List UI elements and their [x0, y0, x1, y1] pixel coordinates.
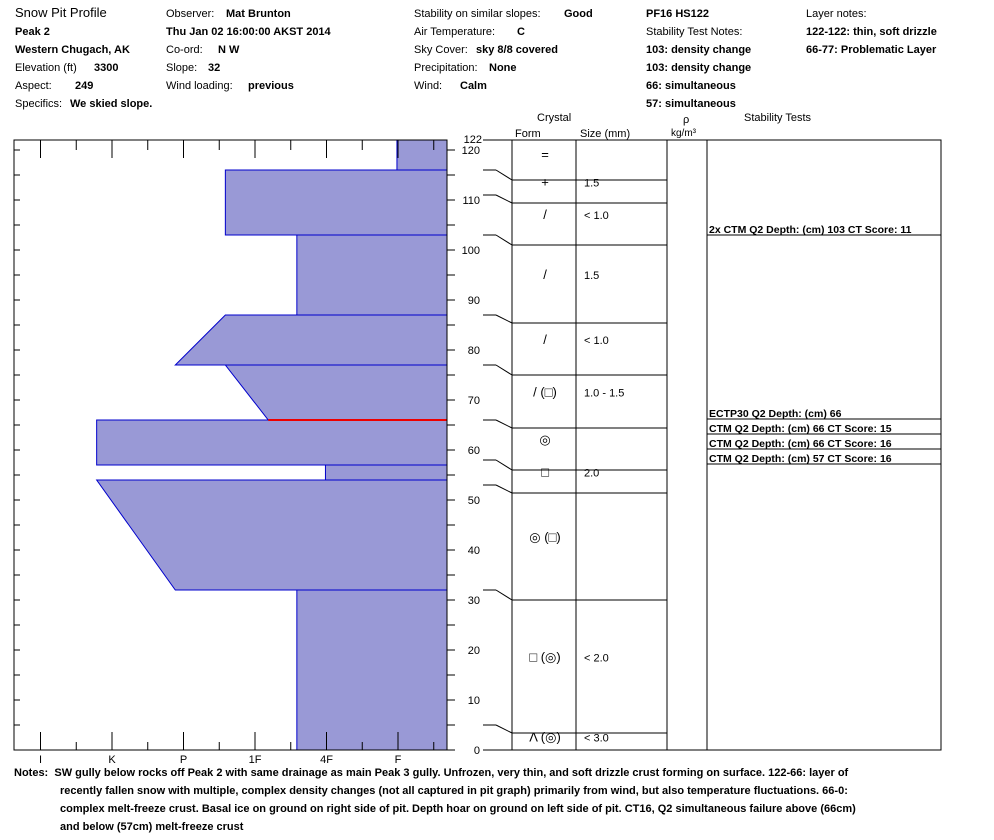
- aspect-label: Aspect:: [15, 80, 52, 92]
- layer-connector: [496, 590, 512, 600]
- depth-tick-label: 110: [462, 195, 480, 207]
- hardness-segment: [225, 365, 447, 420]
- depth-tick-label: 0: [473, 745, 480, 757]
- range-name: Western Chugach, AK: [15, 44, 130, 56]
- depth-tick-label: 20: [467, 645, 480, 657]
- page-title: Snow Pit Profile: [15, 5, 107, 20]
- crystal-size: 1.5: [584, 177, 600, 190]
- depth-tick-label: 90: [467, 295, 480, 307]
- crystal-size: 2.0: [584, 467, 600, 480]
- observer-label: Observer:: [166, 8, 215, 20]
- stability-test-label: CTM Q2 Depth: (cm) 66 CT Score: 15: [709, 423, 892, 435]
- crystal-form: /: [543, 332, 547, 347]
- notes-line: and below (57cm) melt-freeze crust: [60, 821, 244, 833]
- layer-connector: [496, 235, 512, 245]
- datetime: Thu Jan 02 16:00:00 AKST 2014: [166, 26, 331, 38]
- test-notes-label: Stability Test Notes:: [646, 26, 743, 38]
- layer-note: 66-77: Problematic Layer: [806, 44, 937, 56]
- crystal-form: □: [541, 464, 549, 480]
- hardness-tick-label: I: [38, 754, 43, 766]
- layer-connector: [496, 725, 512, 733]
- crystal-form: □ (◎): [529, 649, 561, 665]
- density-unit-header: kg/m³: [671, 128, 696, 139]
- hardness-segment: [225, 170, 447, 235]
- stability-label: Stability on similar slopes:: [414, 8, 541, 20]
- crystal-form: ◎: [539, 432, 551, 447]
- sky-cover-value: sky 8/8 covered: [476, 44, 558, 56]
- notes-block: [14, 764, 964, 836]
- wind-label: Wind:: [414, 80, 443, 92]
- slope-value: 32: [208, 62, 221, 74]
- depth-tick-label: 10: [467, 695, 480, 707]
- notes-label: Notes:: [14, 767, 49, 779]
- crystal-size: < 1.0: [584, 210, 609, 222]
- stability-test-label: CTM Q2 Depth: (cm) 57 CT Score: 16: [709, 453, 892, 465]
- notes-line: SW gully below rocks off Peak 2 with same drainage as main Peak 3 gully. Unfrozen, very thin, and soft drizzle crust forming on surface. 122-66: layer of: [54, 767, 849, 779]
- crystal-form: /: [543, 207, 547, 222]
- crystal-size: < 1.0: [584, 335, 609, 347]
- wind-value: Calm: [460, 80, 487, 92]
- depth-tick-label: 120: [461, 145, 480, 157]
- crystal-header: Crystal: [537, 112, 572, 124]
- crystal-form: / (□): [533, 384, 557, 400]
- test-note: 66: simultaneous: [646, 80, 736, 92]
- depth-tick-label: 60: [467, 445, 480, 457]
- depth-tick-label: 50: [467, 495, 480, 507]
- aspect-value: 249: [75, 80, 94, 92]
- test-note: 103: density change: [646, 44, 752, 56]
- test-note: 57: simultaneous: [646, 98, 736, 110]
- test-note: 103: density change: [646, 62, 752, 74]
- depth-tick-label: 30: [467, 595, 480, 607]
- layer-connector: [496, 195, 512, 203]
- stability-tests-header: Stability Tests: [744, 112, 812, 124]
- air-temp-value: C: [517, 26, 525, 38]
- crystal-size: < 2.0: [584, 652, 609, 665]
- size-header: Size (mm): [580, 128, 631, 140]
- crystal-size: 1.0 - 1.5: [584, 387, 625, 400]
- hardness-segment: [97, 480, 447, 590]
- layer-notes-label: Layer notes:: [806, 8, 867, 20]
- hardness-segment: [325, 465, 447, 480]
- depth-tick-label: 40: [467, 545, 480, 557]
- hardness-tick-label: 4F: [320, 754, 333, 766]
- notes-line: recently fallen snow with multiple, complex density changes (not all captured in pit graph) primarily from wind, but also temperature fluctuations. 66-0:: [60, 785, 848, 797]
- crystal-form: /: [543, 267, 547, 282]
- layer-connector: [496, 365, 512, 375]
- stability-test-label: CTM Q2 Depth: (cm) 66 CT Score: 16: [709, 438, 892, 450]
- crystal-form: Λ (◎): [529, 729, 561, 745]
- form-header: Form: [515, 128, 541, 140]
- depth-tick-label: 70: [467, 395, 480, 407]
- specifics-label: Specifics:: [15, 98, 63, 110]
- hardness-tick-label: K: [108, 754, 116, 766]
- hardness-tick-label: P: [179, 754, 188, 766]
- notes-line: complex melt-freeze crust. Basal ice on ground on right side of pit. Depth hoar on ground on left side of pit. CT16, Q2 simultaneous failure above (66cm): [60, 803, 856, 815]
- layer-connector: [496, 485, 512, 493]
- layer-note: 122-122: thin, soft drizzle: [806, 26, 937, 38]
- layer-connector: [496, 170, 512, 180]
- wind-loading-label: Wind loading:: [166, 80, 233, 92]
- hardness-segment: [297, 235, 447, 315]
- crystal-form: +: [541, 174, 549, 190]
- hardness-segment: [175, 315, 447, 365]
- layer-connector: [496, 460, 512, 470]
- hardness-profile: [97, 140, 447, 750]
- elevation-value: 3300: [94, 62, 119, 74]
- stability-tests: [707, 224, 941, 465]
- layer-connector: [496, 315, 512, 323]
- depth-tick-label: 80: [467, 345, 480, 357]
- hardness-tick-label: 1F: [248, 754, 262, 766]
- coord-value: N W: [218, 44, 240, 56]
- crystal-size: 1.5: [584, 270, 600, 282]
- stability-test-label: ECTP30 Q2 Depth: (cm) 66: [709, 408, 842, 420]
- coord-label: Co-ord:: [166, 44, 203, 56]
- sky-cover-label: Sky Cover:: [414, 44, 468, 56]
- crystal-size: < 3.0: [584, 732, 609, 745]
- stability-value: Good: [564, 8, 593, 20]
- observer-value: Mat Brunton: [226, 8, 291, 20]
- crystal-form: =: [541, 147, 549, 162]
- hardness-segment: [397, 140, 447, 170]
- specifics-value: We skied slope.: [70, 98, 153, 110]
- hardness-segment: [297, 590, 447, 750]
- precipitation-label: Precipitation:: [414, 62, 478, 74]
- precipitation-value: None: [489, 62, 517, 74]
- hardness-tick-label: F: [394, 754, 402, 766]
- depth-tick-label: 100: [461, 245, 480, 257]
- wind-loading-value: previous: [248, 80, 294, 92]
- pit-code: PF16 HS122: [646, 8, 709, 20]
- slope-label: Slope:: [166, 62, 198, 74]
- stability-test-label: 2x CTM Q2 Depth: (cm) 103 CT Score: 11: [709, 224, 912, 236]
- layer-connector: [496, 420, 512, 428]
- air-temp-label: Air Temperature:: [414, 26, 496, 38]
- hardness-segment: [97, 420, 447, 465]
- location-name: Peak 2: [15, 26, 50, 38]
- depth-top-label: 122: [463, 134, 482, 146]
- crystal-form: ◎ (□): [529, 529, 561, 545]
- elevation-label: Elevation (ft): [15, 62, 77, 74]
- rho-header: ρ: [683, 114, 690, 126]
